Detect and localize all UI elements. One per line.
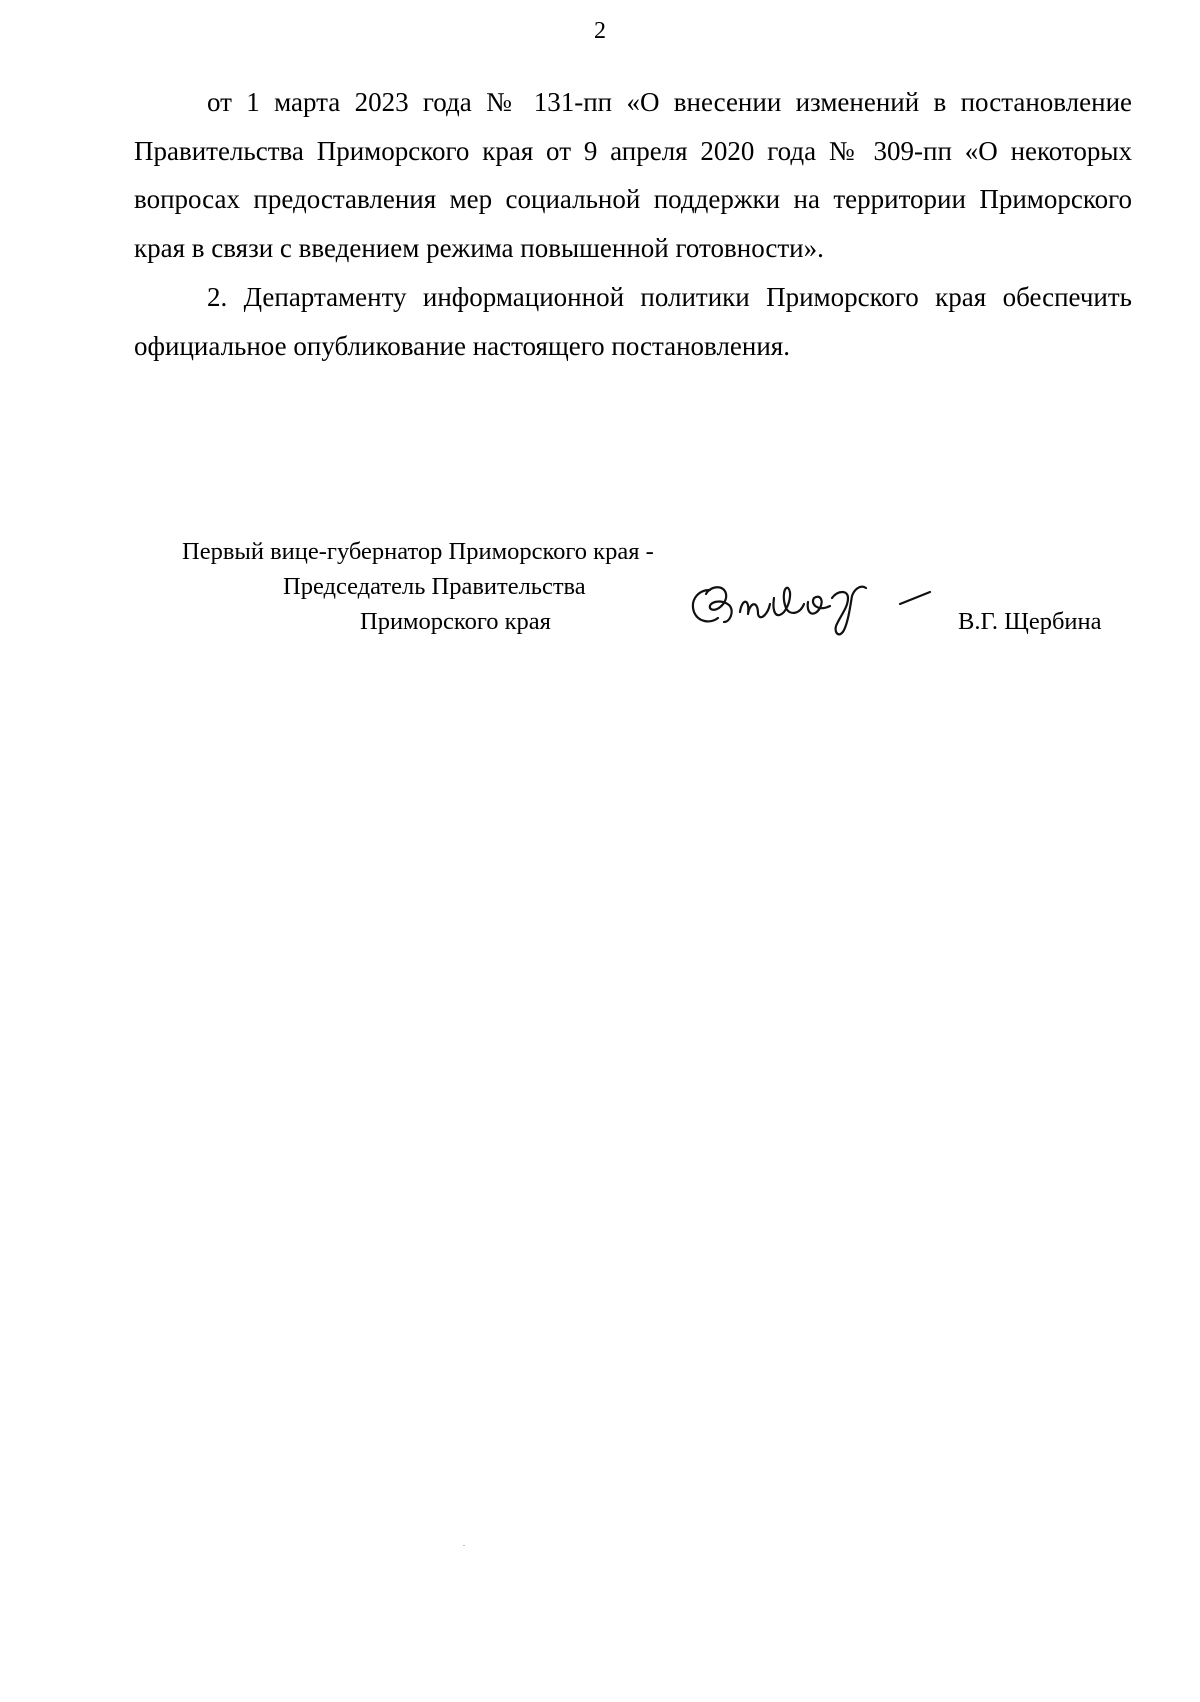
paragraph-amendment-reference: от 1 марта 2023 года № 131-пп «О внесении изменений в постановление Правительства Приморского края от 9 апреля 2020 года № 309-пп «О некоторых вопросах предоставления мер социальной поддержки на территории Приморского края в связи с введением режима повышенной готовности». bbox=[134, 87, 1132, 263]
signatory-name: В.Г. Щербина bbox=[958, 608, 1102, 635]
signatory-title-line-3: Приморского края bbox=[360, 608, 551, 635]
document-body bbox=[134, 78, 1132, 370]
signatory-title-line-1: Первый вице-губернатор Приморского края - bbox=[182, 538, 654, 565]
scan-artifact-dot bbox=[463, 1545, 465, 1546]
signatory-title-line-2: Председатель Правительства bbox=[283, 573, 586, 600]
handwritten-signature-icon bbox=[680, 568, 960, 648]
page-number: 2 bbox=[594, 18, 606, 44]
paragraph-publication-order: 2. Департаменту информационной политики Приморского края обеспечить официальное опубликование настоящего постановления. bbox=[134, 282, 1132, 361]
